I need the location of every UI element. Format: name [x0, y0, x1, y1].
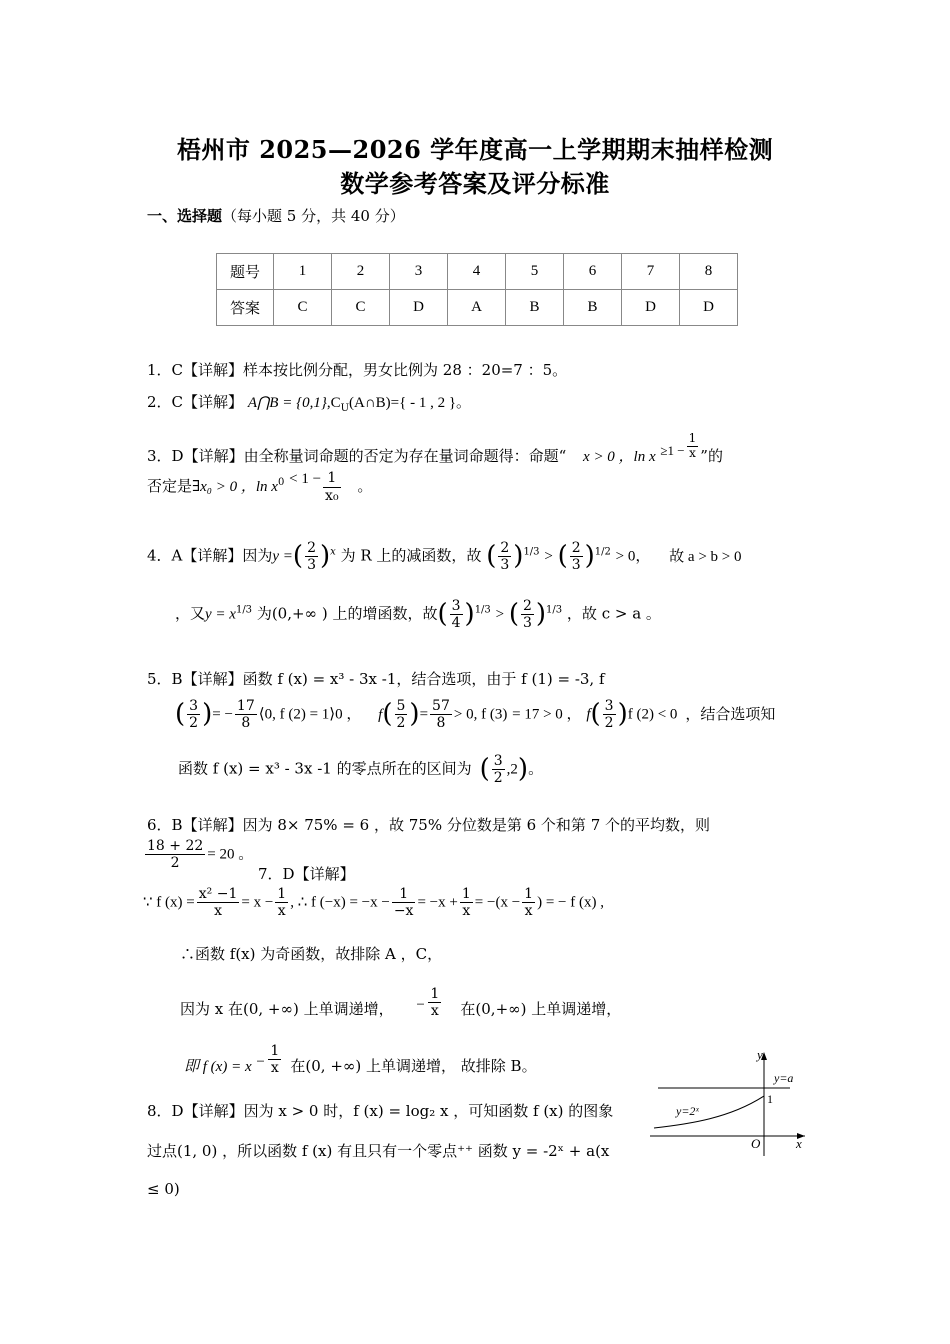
- page-subtitle: 数学参考答案及评分标准: [340, 169, 610, 198]
- table-row: [217, 290, 738, 326]
- item-text: 在(0, +∞) 上单调递增， 故排除 B。: [290, 1057, 537, 1075]
- math-expression: > 0，: [615, 548, 651, 565]
- item-text: 否定是∃: [147, 477, 201, 495]
- answer-item-8: 8．D【详解】因为 x > 0 时，f (x) = log₂ x ，可知函数 f (x) 的图象: [147, 1102, 614, 1120]
- answer-item-3-line2: [147, 470, 372, 504]
- math-expression: ∵ f (x) =: [143, 894, 195, 911]
- x-axis-label: x: [796, 1136, 802, 1151]
- table-cell: 1: [274, 254, 332, 290]
- item-text: ，结合选项知: [685, 704, 776, 723]
- answer-item-8-line3: ≤ 0): [147, 1180, 180, 1198]
- math-fraction: $\frac{18 + 22}{2}$: [147, 838, 204, 872]
- table-cell: D: [680, 290, 738, 326]
- page-title: 梧州市 2025—2026 学年度高一上学期期末抽样检测: [176, 135, 774, 164]
- origin-label: O: [751, 1136, 761, 1151]
- table-cell: 4: [448, 254, 506, 290]
- math-superscript: x: [330, 546, 336, 558]
- math-expression: = 20 。: [207, 846, 254, 863]
- math-expression: f: [378, 706, 383, 723]
- math-expression: = −x +: [417, 894, 458, 911]
- answer-table: [216, 253, 738, 326]
- math-fraction: $\frac{1}{x}$: [688, 431, 697, 460]
- math-expression: x₀ > 0 ，ln x: [200, 479, 278, 495]
- math-fraction: $\frac{1}{x}$: [461, 886, 471, 920]
- item-text: 。: [357, 477, 373, 495]
- table-cell: 8: [680, 254, 738, 290]
- math-fraction: $\frac{1}{x}$: [277, 886, 287, 920]
- section-heading: [147, 205, 405, 226]
- math-expression: ≥1 −: [660, 442, 685, 458]
- math-superscript: 1/3: [474, 604, 491, 616]
- curve-exponential: [654, 1096, 764, 1128]
- table-cell: C: [332, 290, 390, 326]
- math-fraction: $\frac{3}{4}$: [451, 598, 461, 632]
- math-fraction: $\frac{3}{2}$: [493, 753, 503, 787]
- math-fraction: $\frac{17}{8}$: [236, 698, 255, 732]
- table-cell: 7: [622, 254, 680, 290]
- math-expression: y =: [272, 548, 293, 565]
- math-expression: ) = − f (x) ,: [537, 894, 604, 911]
- table-cell: C: [274, 290, 332, 326]
- item-text: ，故 c > a 。: [566, 604, 661, 623]
- item-text: ”的: [700, 446, 723, 465]
- answer-item-7: [143, 886, 604, 919]
- math-expression: ,C: [326, 395, 341, 411]
- math-fraction: $\frac{1}{x}$: [430, 986, 440, 1020]
- answer-item-1: 1．C【详解】样本按比例分配，男女比例为 28 ：20=7 ：5。: [147, 361, 568, 379]
- line-label: y=a: [774, 1071, 794, 1085]
- math-fraction: $\frac{1}{\text{x₀}}$: [325, 470, 339, 504]
- math-expression: A⋂B = {0,1}: [247, 395, 327, 411]
- table-cell: A: [448, 290, 506, 326]
- math-expression: > 0, f (3): [453, 706, 508, 723]
- item-text: 2．C【详解】: [147, 393, 244, 411]
- answer-item-5: 5．B【详解】函数 f (x) = x³ - 3x -1，结合选项，由于 f (1) = -3, f: [147, 670, 605, 688]
- math-expression: < 1 −: [289, 471, 322, 487]
- math-fraction: $\frac{1}{-x}$: [393, 886, 414, 920]
- math-fraction: $\frac{2}{3}$: [500, 540, 510, 574]
- answer-item-6-line2: [143, 838, 253, 871]
- math-expression: = −: [212, 706, 233, 723]
- section-note: （每小题 5 分，共 40 分）: [222, 207, 405, 225]
- y-axis-label: y: [757, 1048, 763, 1062]
- math-expression: , ∴ f (−x) = −x −: [290, 894, 390, 911]
- math-expression: f (2) < 0: [627, 706, 678, 723]
- answer-item-2: [147, 393, 471, 415]
- function-graph: [650, 1048, 810, 1158]
- table-header-cell: 题号: [217, 254, 274, 290]
- table-cell: 2: [332, 254, 390, 290]
- math-fraction: $\frac{2}{3}$: [307, 540, 316, 574]
- table-header-cell: 答案: [217, 290, 274, 326]
- math-expression: f: [586, 706, 591, 723]
- math-expression: 即 f (x) = x: [184, 1059, 252, 1075]
- math-expression: 故 a > b > 0: [669, 548, 742, 565]
- math-fraction: $\frac{3}{2}$: [604, 698, 614, 732]
- answer-item-7-head: 7．D【详解】: [258, 865, 355, 883]
- math-expression: ,2: [506, 761, 518, 778]
- item-text: 。: [528, 759, 544, 778]
- answer-item-4-line2: ，又$y = x^{1/3}$ 为(0,+∞ ) 上的增函数，故( $\frac{3}{4}$ )$^{1/3}$ > ( $\frac{2}{3}$ )$^{1/3}$ ，故 c > a 。: [175, 598, 661, 632]
- math-expression: −: [416, 997, 425, 1013]
- math-expression: −: [256, 1054, 265, 1070]
- answer-item-3: [147, 432, 723, 466]
- answer-item-6: 6．B【详解】因为 8× 75% = 6 ，故 75% 分位数是第 6 个和第 7 个的平均数，则: [147, 816, 711, 834]
- math-fraction: $\frac{5}{2}$: [396, 698, 406, 732]
- answer-item-4: 4．A【详解】因为y =( $\frac{2}{3}$ )$^x$ 为 R 上的减函数，故 ( $\frac{2}{3}$ )$^{1/3}$ > ( $\frac{2}{3}$ )$^{1/2}$ > 0， 故 a > b > 0: [147, 540, 742, 574]
- table-cell: B: [564, 290, 622, 326]
- math-superscript: 0: [277, 477, 285, 488]
- answer-item-5-line3: 函数 f (x) = x³ - 3x -1 的零点所在的区间为 ( $\frac{3}{2}$ ,2)。: [178, 753, 544, 787]
- math-expression: = −(x −: [474, 894, 521, 911]
- item-text: 4．A【详解】因为: [147, 546, 273, 565]
- answer-item-7-line3: [180, 986, 622, 1020]
- math-superscript: 1/3: [523, 546, 540, 558]
- answer-item-7-line2: ∴函数 f(x) 为奇函数，故排除 A ，C，: [180, 945, 443, 963]
- answer-item-7-line4: [184, 1043, 537, 1077]
- math-fraction: $\frac{1}{x}$: [524, 886, 534, 920]
- intercept-label: 1: [767, 1092, 773, 1106]
- section-label: 一、选择题: [147, 207, 223, 225]
- math-fraction: $\frac{3}{2}$: [189, 698, 199, 732]
- math-expression: x > 0 ，ln x: [583, 448, 656, 465]
- item-text: 在(0,+∞) 上单调递增，: [460, 1000, 622, 1018]
- answer-item-5-line2: ( $\frac{3}{2}$ )= − $\frac{17}{8}$ ⟨0, f (2) = 1⟩0 ， f( $\frac{5}{2}$ )= $\frac{57}{8}$ > 0, f (3) = 17 > 0 ， f( $\frac{3}{2}$ )f (2) < 0 ，结合选项知: [175, 698, 776, 732]
- math-fraction: $\frac{1}{x}$: [270, 1043, 280, 1077]
- item-text: 因为 x 在(0, +∞) 上单调递增，: [180, 1000, 394, 1018]
- table-cell: D: [390, 290, 448, 326]
- math-fraction: $\frac{57}{8}$: [432, 698, 450, 732]
- item-text: ，又: [175, 604, 206, 623]
- math-expression: y = x: [205, 606, 236, 623]
- math-expression: =: [419, 706, 429, 723]
- item-text: 为(0,+∞ ) 上的增函数，故: [256, 604, 438, 623]
- item-text: 为 R 上的减函数，故: [340, 546, 482, 565]
- math-fraction: $\frac{2}{3}$: [522, 598, 532, 632]
- table-cell: D: [622, 290, 680, 326]
- math-expression: = 17 > 0 ，: [512, 706, 582, 723]
- table-cell: 3: [390, 254, 448, 290]
- math-superscript: 1/3: [546, 604, 563, 616]
- table-cell: B: [506, 290, 564, 326]
- table-cell: 6: [564, 254, 622, 290]
- math-expression: ⟨0, f (2) = 1⟩0 ，: [258, 706, 362, 723]
- math-fraction: $\frac{\text{x² −1}}{x}$: [198, 886, 238, 920]
- math-expression: (A∩B)={ - 1 , 2 }。: [349, 395, 472, 411]
- math-superscript: 1/3: [235, 604, 253, 616]
- table-cell: 5: [506, 254, 564, 290]
- item-text: 函数 f (x) = x³ - 3x -1 的零点所在的区间为: [178, 759, 472, 778]
- curve-label: y=2ˣ: [676, 1104, 699, 1118]
- table-row: [217, 254, 738, 290]
- item-text: 3．D【详解】由全称量词命题的否定为存在量词命题得：命题“: [147, 446, 567, 465]
- math-superscript: 1/2: [594, 546, 611, 558]
- answer-item-8-line2: 过点(1, 0) ，所以函数 f (x) 有且只有一个零点⁺⁺ 函数 y = -2ˣ + a(x: [147, 1142, 610, 1160]
- math-expression: = x −: [241, 894, 274, 911]
- math-subscript: U: [340, 403, 350, 414]
- math-fraction: $\frac{2}{3}$: [571, 540, 581, 574]
